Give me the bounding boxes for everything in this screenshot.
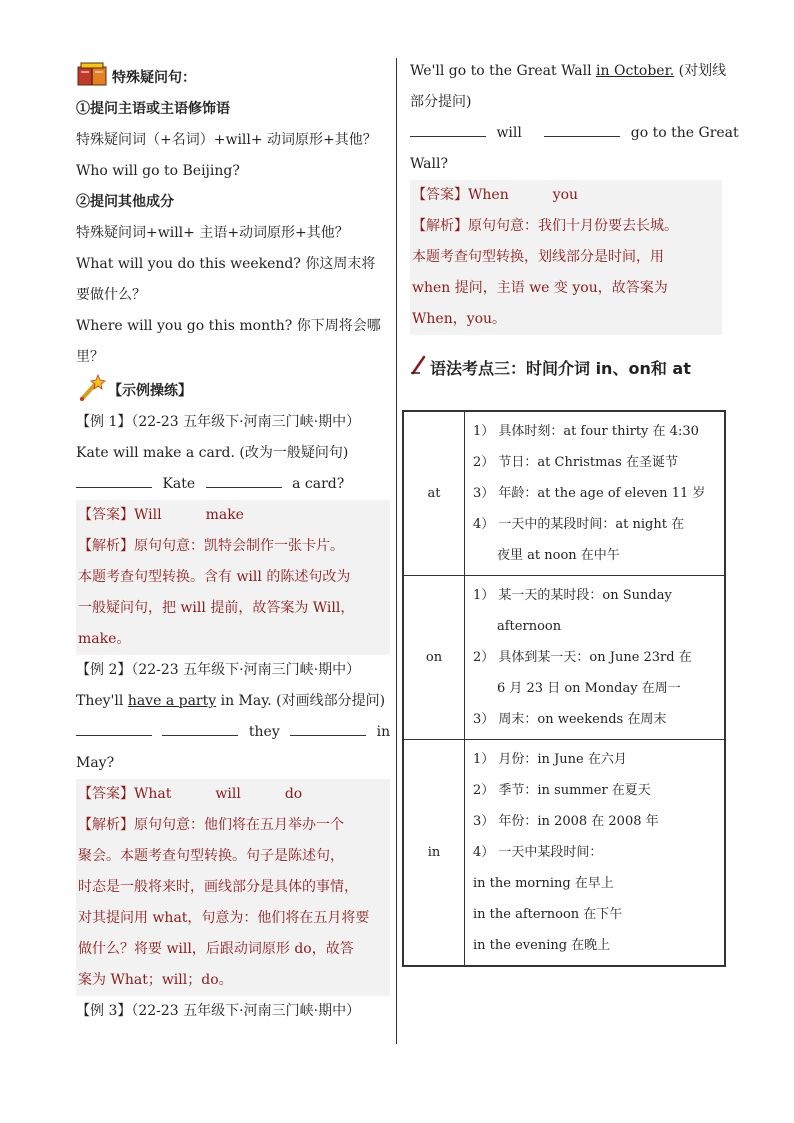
blank	[76, 721, 152, 736]
ex3-explanation-line: When，you。	[412, 311, 507, 327]
blank	[290, 721, 366, 736]
table-row-in	[403, 740, 725, 967]
ex2-question	[76, 686, 390, 717]
answer-value: will	[215, 786, 241, 802]
ex3-explanation-line: 本题考查句型转换，划线部分是时间，用	[412, 249, 664, 265]
table-line: 1） 具体时刻：at four thirty 在 4:30	[473, 424, 699, 439]
ex2-heading: 【例 2】（22-23 五年级下·河南三门峡·期中）	[76, 662, 361, 678]
special-question-title: 特殊疑问句：	[112, 70, 196, 86]
blank	[410, 122, 486, 137]
ex3-question-pre: We'll go to the Great Wall	[410, 63, 592, 79]
blank	[544, 122, 620, 137]
ex3-question-post: (对划线	[678, 63, 727, 79]
ex1-blank-word: Kate	[162, 476, 196, 492]
table-row-at	[403, 411, 725, 576]
example-3-line-1: Where will you go this month? 你下周将会哪	[76, 318, 381, 334]
ex1-answer-box	[76, 500, 390, 655]
ex2-explanation-line: 对其提问用 what，句意为：他们将在五月将要	[78, 910, 370, 926]
table-value	[465, 576, 726, 740]
ex3-answer	[412, 180, 720, 211]
table-line: afternoon	[497, 619, 562, 634]
ex3-heading: 【例 3】（22-23 五年级下·河南三门峡·期中）	[76, 1003, 361, 1019]
ex2-explanation-line: 做什么？将要 will，后跟动词原形 do，故答	[78, 941, 354, 957]
ex1-answer	[78, 500, 388, 531]
table-line: 4） 一天中的某段时间：at night 在	[473, 517, 685, 532]
ex1-question: Kate will make a card. (改为一般疑问句)	[76, 445, 349, 461]
wand-icon	[76, 373, 106, 407]
table-line: 3） 周末：on weekends 在周末	[473, 712, 667, 727]
answer-label: 【答案】	[78, 786, 134, 802]
ex3-blank-tail: go to the Great	[630, 125, 739, 141]
answer-value: Will	[134, 507, 162, 523]
column-divider	[396, 58, 397, 1044]
point-2-heading: ②提问其他成分	[76, 194, 174, 210]
ex2-underlined: have a party	[127, 693, 217, 709]
ex2-answer	[78, 779, 388, 810]
blank	[76, 473, 152, 488]
answer-value: do	[284, 786, 303, 802]
table-value	[465, 411, 726, 576]
point-1-heading: ①提问主语或主语修饰语	[76, 101, 230, 117]
ex3-answer-box	[410, 180, 722, 335]
ex2-explanation-line: 时态是一般将来时，画线部分是具体的事情，	[78, 879, 358, 895]
answer-label: 【答案】	[412, 187, 468, 203]
table-line: 6 月 23 日 on Monday 在周一	[497, 681, 681, 696]
section-title: 语法考点三：时间介词 in、on和 at	[430, 358, 691, 378]
ex3-underlined: in October.	[596, 63, 675, 79]
ex2-blank-in: in	[376, 724, 391, 740]
table-line: 2） 节日：at Christmas 在圣诞节	[473, 455, 678, 470]
ex3-wall: Wall?	[410, 156, 448, 172]
ex3-blanks	[410, 118, 739, 149]
ex2-may: May?	[76, 755, 115, 771]
answer-value: When	[468, 187, 509, 203]
example-2-line-1: What will you do this weekend? 你这周末将	[76, 256, 376, 272]
blank	[162, 721, 238, 736]
ex1-explanation-line: 【解析】原句句意：凯特会制作一张卡片。	[78, 538, 344, 554]
blank	[206, 473, 282, 488]
table-line: 4） 一天中某段时间：	[473, 845, 603, 860]
table-key: in	[403, 740, 465, 967]
ex2-answer-box	[76, 779, 390, 996]
table-key: on	[403, 576, 465, 740]
table-line: 1） 某一天的某时段：on Sunday	[473, 588, 672, 603]
ex1-heading: 【例 1】（22-23 五年级下·河南三门峡·期中）	[76, 414, 361, 430]
ex2-question-post: in May. (对画线部分提问)	[220, 693, 386, 709]
pen-icon	[410, 355, 428, 379]
table-line: 3） 年份：in 2008 在 2008 年	[473, 814, 659, 829]
answer-value: you	[552, 187, 579, 203]
ex1-explanation-line: 一般疑问句，把 will 提前，故答案为 Will，	[78, 600, 355, 616]
ex3-explanation-line: when 提问，主语 we 变 you，故答案为	[412, 280, 668, 296]
demo-heading	[76, 373, 390, 407]
left-column	[76, 60, 390, 1027]
table-line: 2） 具体到某一天：on June 23rd 在	[473, 650, 692, 665]
ex1-explanation-line: make。	[78, 631, 131, 647]
ex1-blanks	[76, 469, 390, 500]
ex2-explanation-line: 【解析】原句句意：他们将在五月举办一个	[78, 817, 344, 833]
ex3-question-line-2: 部分提问)	[410, 94, 472, 110]
table-line: 2） 季节：in summer 在夏天	[473, 783, 651, 798]
table-line: in the afternoon 在下午	[473, 907, 623, 922]
special-question-heading	[76, 60, 390, 94]
table-line: 3） 年龄：at the age of eleven 11 岁	[473, 486, 706, 501]
ex1-explanation-line: 本题考查句型转换。含有 will 的陈述句改为	[78, 569, 351, 585]
ex3-blank-will: will	[496, 125, 522, 141]
book-icon	[76, 61, 110, 93]
table-value	[465, 740, 726, 967]
ex2-blanks	[76, 717, 390, 748]
ex2-explanation-line: 案为 What；will；do。	[78, 972, 233, 988]
table-line: 夜里 at noon 在中午	[497, 548, 620, 563]
answer-value: make	[205, 507, 244, 523]
ex2-question-pre: They'll	[76, 693, 124, 709]
answer-label: 【答案】	[78, 507, 134, 523]
ex3-question-line-1	[410, 56, 727, 87]
table-row-on	[403, 576, 725, 740]
right-column	[410, 56, 739, 387]
answer-value: What	[134, 786, 172, 802]
ex3-explanation-line: 【解析】原句句意：我们十月份要去长城。	[412, 218, 678, 234]
demo-title: 【示例操练】	[108, 383, 192, 399]
table-line: in the morning 在早上	[473, 876, 614, 891]
table-line: 1） 月份：in June 在六月	[473, 752, 627, 767]
example-2-line-2: 要做什么？	[76, 287, 146, 303]
ex2-blank-word: they	[248, 724, 280, 740]
formula-1: 特殊疑问词（+名词）+will+ 动词原形+其他？	[76, 132, 377, 148]
ex1-blank-tail: a card?	[292, 476, 345, 492]
table-line: in the evening 在晚上	[473, 938, 611, 953]
table-key: at	[403, 411, 465, 576]
formula-2: 特殊疑问词+will+ 主语+动词原形+其他？	[76, 225, 349, 241]
example-1: Who will go to Beijing?	[76, 163, 240, 179]
section-heading	[410, 347, 722, 387]
preposition-table	[402, 410, 726, 967]
example-3-line-2: 里？	[76, 349, 104, 365]
ex2-explanation-line: 聚会。本题考查句型转换。句子是陈述句，	[78, 848, 344, 864]
